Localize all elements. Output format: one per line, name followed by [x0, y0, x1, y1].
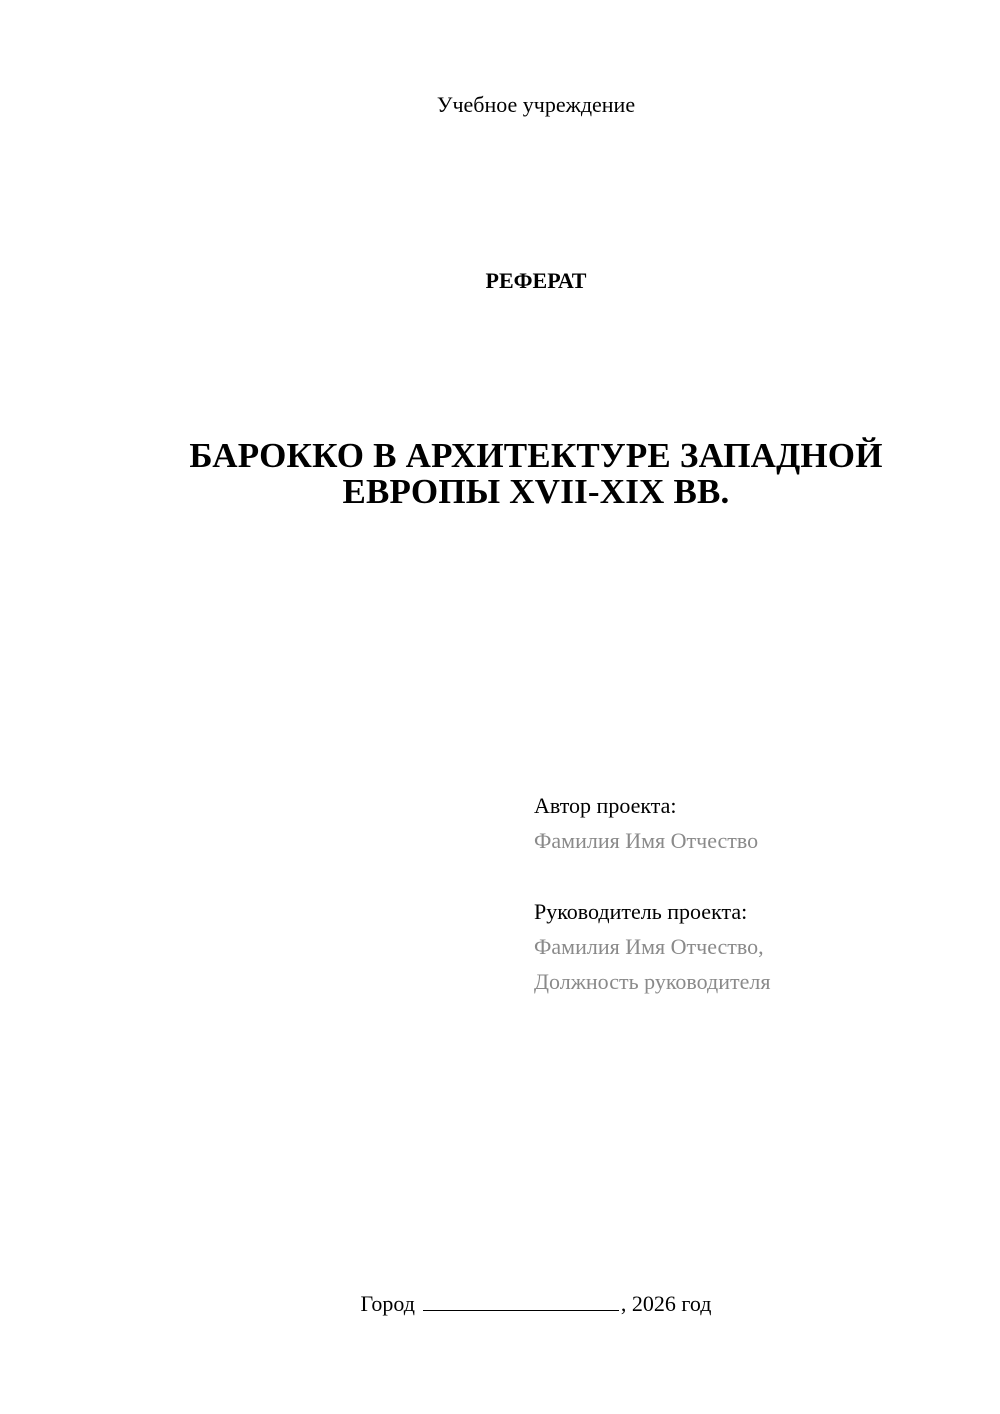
year-text: , 2026 год [620, 1291, 712, 1316]
signature-spacer [534, 858, 974, 894]
city-blank-line [423, 1290, 619, 1311]
author-label: Автор проекта: [534, 793, 677, 818]
document-title-line-1: БАРОККО В АРХИТЕКТУРЕ ЗАПАДНОЙ [189, 436, 883, 475]
supervisor-label: Руководитель проекта: [534, 899, 748, 924]
institution-name: Учебное учреждение [436, 92, 636, 117]
supervisor-name: Фамилия Имя Отчество, [534, 934, 764, 959]
document-type: РЕФЕРАТ [485, 268, 587, 293]
author-name: Фамилия Имя Отчество [534, 828, 759, 853]
footer-city-year [0, 1290, 1000, 1317]
city-label: Город [360, 1291, 415, 1316]
document-title-line-2: ЕВРОПЫ XVII-XIX ВВ. [342, 472, 730, 511]
signature-block [534, 788, 974, 999]
document-title [150, 438, 922, 510]
supervisor-position: Должность руководителя [534, 969, 771, 994]
